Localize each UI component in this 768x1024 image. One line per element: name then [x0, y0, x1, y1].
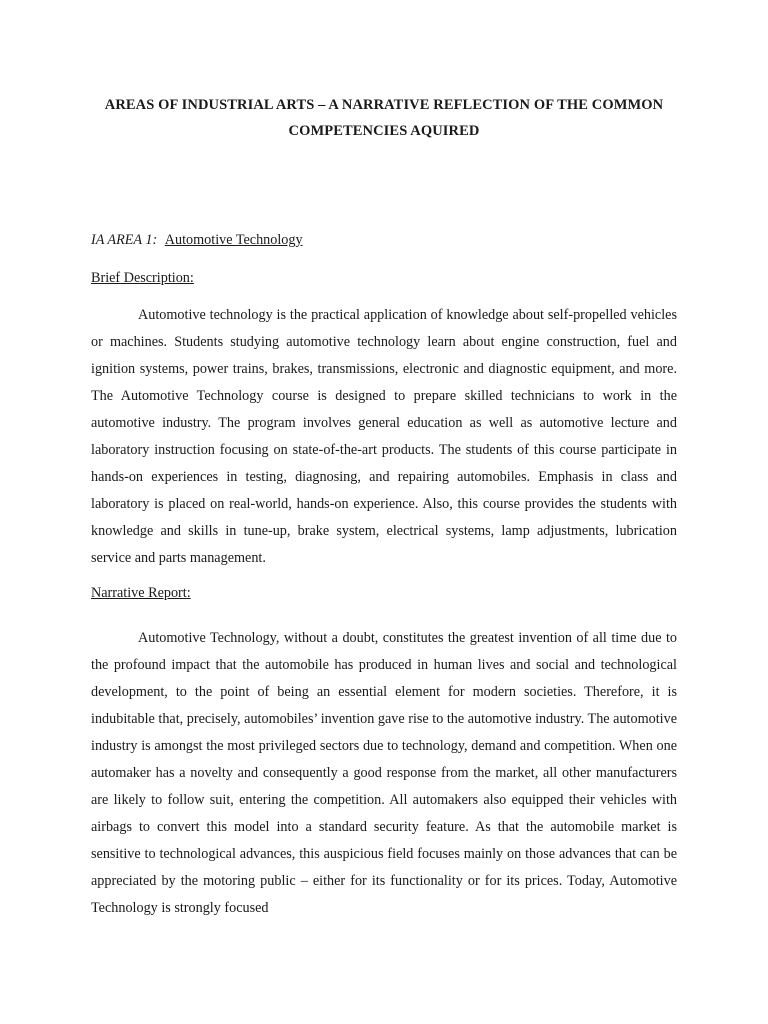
brief-description-paragraph: Automotive technology is the practical application of knowledge about self-propelled vehicles or machines. Students studying automotive technology learn about engine construction, fuel and ignition systems, power trains, brakes, transmissions, electronic and diagnostic equipment, and more. The Automotive Technology course is designed to prepare skilled technicians to work in the automotive industry. The program involves general education as well as automotive lecture and laboratory instruction focusing on state-of-the-art products. The students of this course participate in hands-on experiences in testing, diagnosing, and repairing automobiles. Emphasis in class and laboratory is placed on real-world, hands-on experience. Also, this course provides the students with knowledge and skills in tune-up, brake system, electrical systems, lamp adjustments, lubrication service and parts management.	[91, 307, 677, 566]
narrative-report-paragraph: Automotive Technology, without a doubt, constitutes the greatest invention of all time due to the profound impact that the automobile has produced in human lives and social and technological development, to the point of being an essential element for modern societies. Therefore, it is indubitable that, precisely, automobiles’ invention gave rise to the automotive industry. The automotive industry is amongst the most privileged sectors due to technology, demand and competition. When one automaker has a novelty and consequently a good response from the market, all other manufacturers are likely to follow suit, entering the competition. All automakers also equipped their vehicles with airbags to convert this model into a standard security feature. As that the automobile market is sensitive to technological advances, this auspicious field focuses mainly on those advances that can be appreciated by the motoring public – either for its functionality or for its prices. Today, Automotive Technology is strongly focused	[91, 630, 677, 916]
area-name: Automotive Technology	[164, 232, 303, 248]
area-prefix: IA AREA 1:	[91, 232, 158, 248]
brief-description-label: Brief Description:	[91, 270, 194, 286]
title-line-2: COMPETENCIES AQUIRED	[288, 123, 480, 139]
area-heading	[91, 230, 303, 250]
document-title	[60, 92, 708, 144]
narrative-report-label: Narrative Report:	[91, 585, 191, 601]
title-line-1: AREAS OF INDUSTRIAL ARTS – A NARRATIVE REFLECTION OF THE COMMON	[104, 97, 664, 113]
